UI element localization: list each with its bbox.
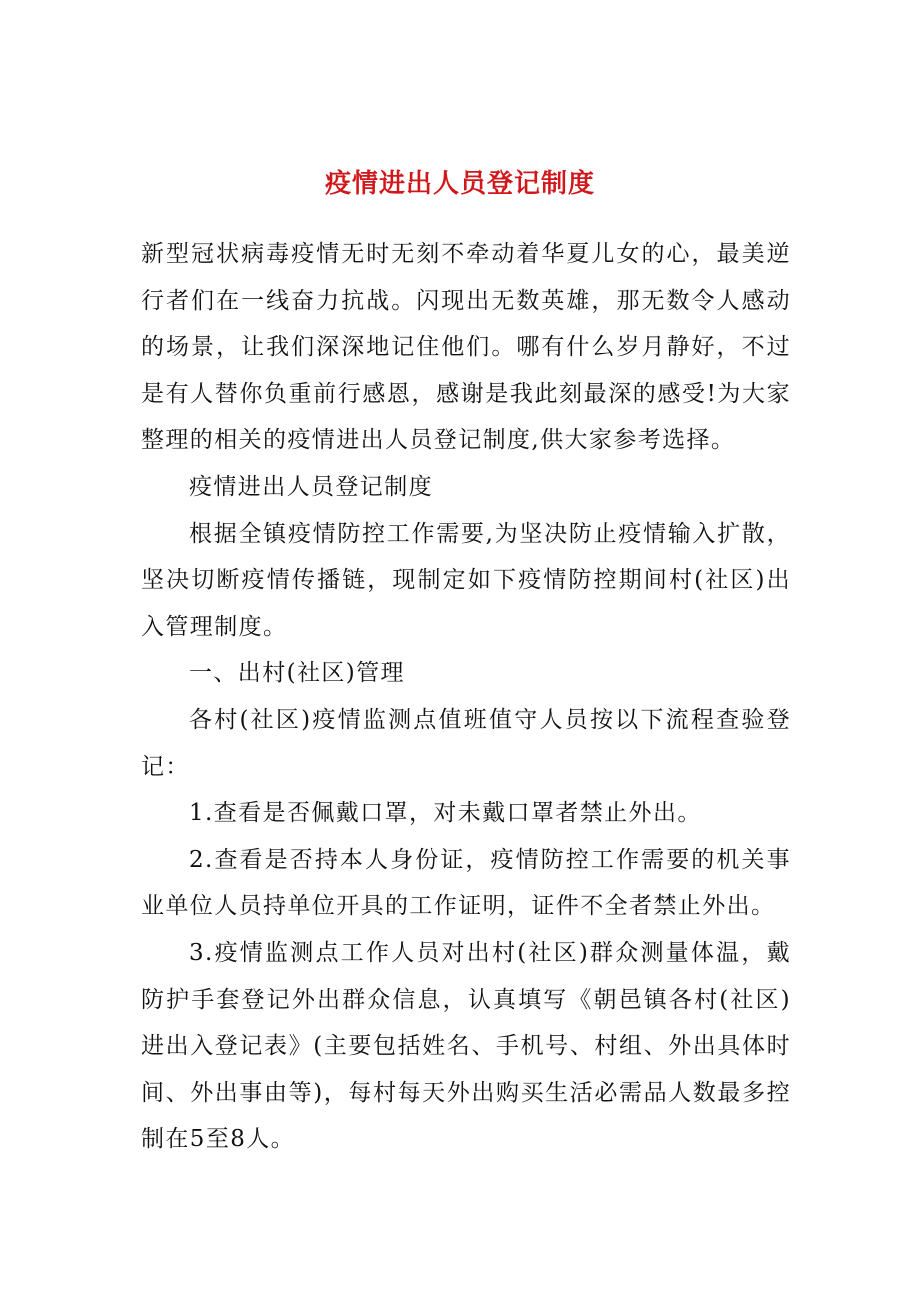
paragraph-purpose: 根据全镇疫情防控工作需要,为坚决防止疫情输入扩散，坚决切断疫情传播链，现制定如下疫情防控期间村(社区)出入管理制度。 [141,520,791,640]
document-body [141,231,791,1163]
paragraph-procedure: 各村(社区)疫情监测点值班值守人员按以下流程查验登记： [141,706,791,780]
document-title: 疫情进出人员登记制度 [324,169,595,199]
list-item-1: 1.查看是否佩戴口罩，对未戴口罩者禁止外出。 [189,800,702,827]
paragraph-intro: 新型冠状病毒疫情无时无刻不牵动着华夏儿女的心，最美逆行者们在一线奋力抗战。闪现出无数英雄，那无数令人感动的场景，让我们深深地记住他们。哪有什么岁月静好，不过是有人替你负重前行感恩，感谢是我此刻最深的感受!为大家整理的相关的疫情进出人员登记制度,供大家参考选择。 [141,241,791,454]
paragraph-subtitle: 疫情进出人员登记制度 [189,473,433,500]
list-item-3: 3.疫情监测点工作人员对出村(社区)群众测量体温，戴防护手套登记外出群众信息，认真填写《朝邑镇各村(社区)进出入登记表》(主要包括姓名、手机号、村组、外出具体时间、外出事由等)，每村每天外出购买生活必需品人数最多控制在5至8人。 [141,939,791,1153]
section-heading: 一、出村(社区)管理 [189,660,405,687]
list-item-2: 2.查看是否持本人身份证，疫情防控工作需要的机关事业单位人员持单位开具的工作证明，证件不全者禁止外出。 [141,846,791,920]
